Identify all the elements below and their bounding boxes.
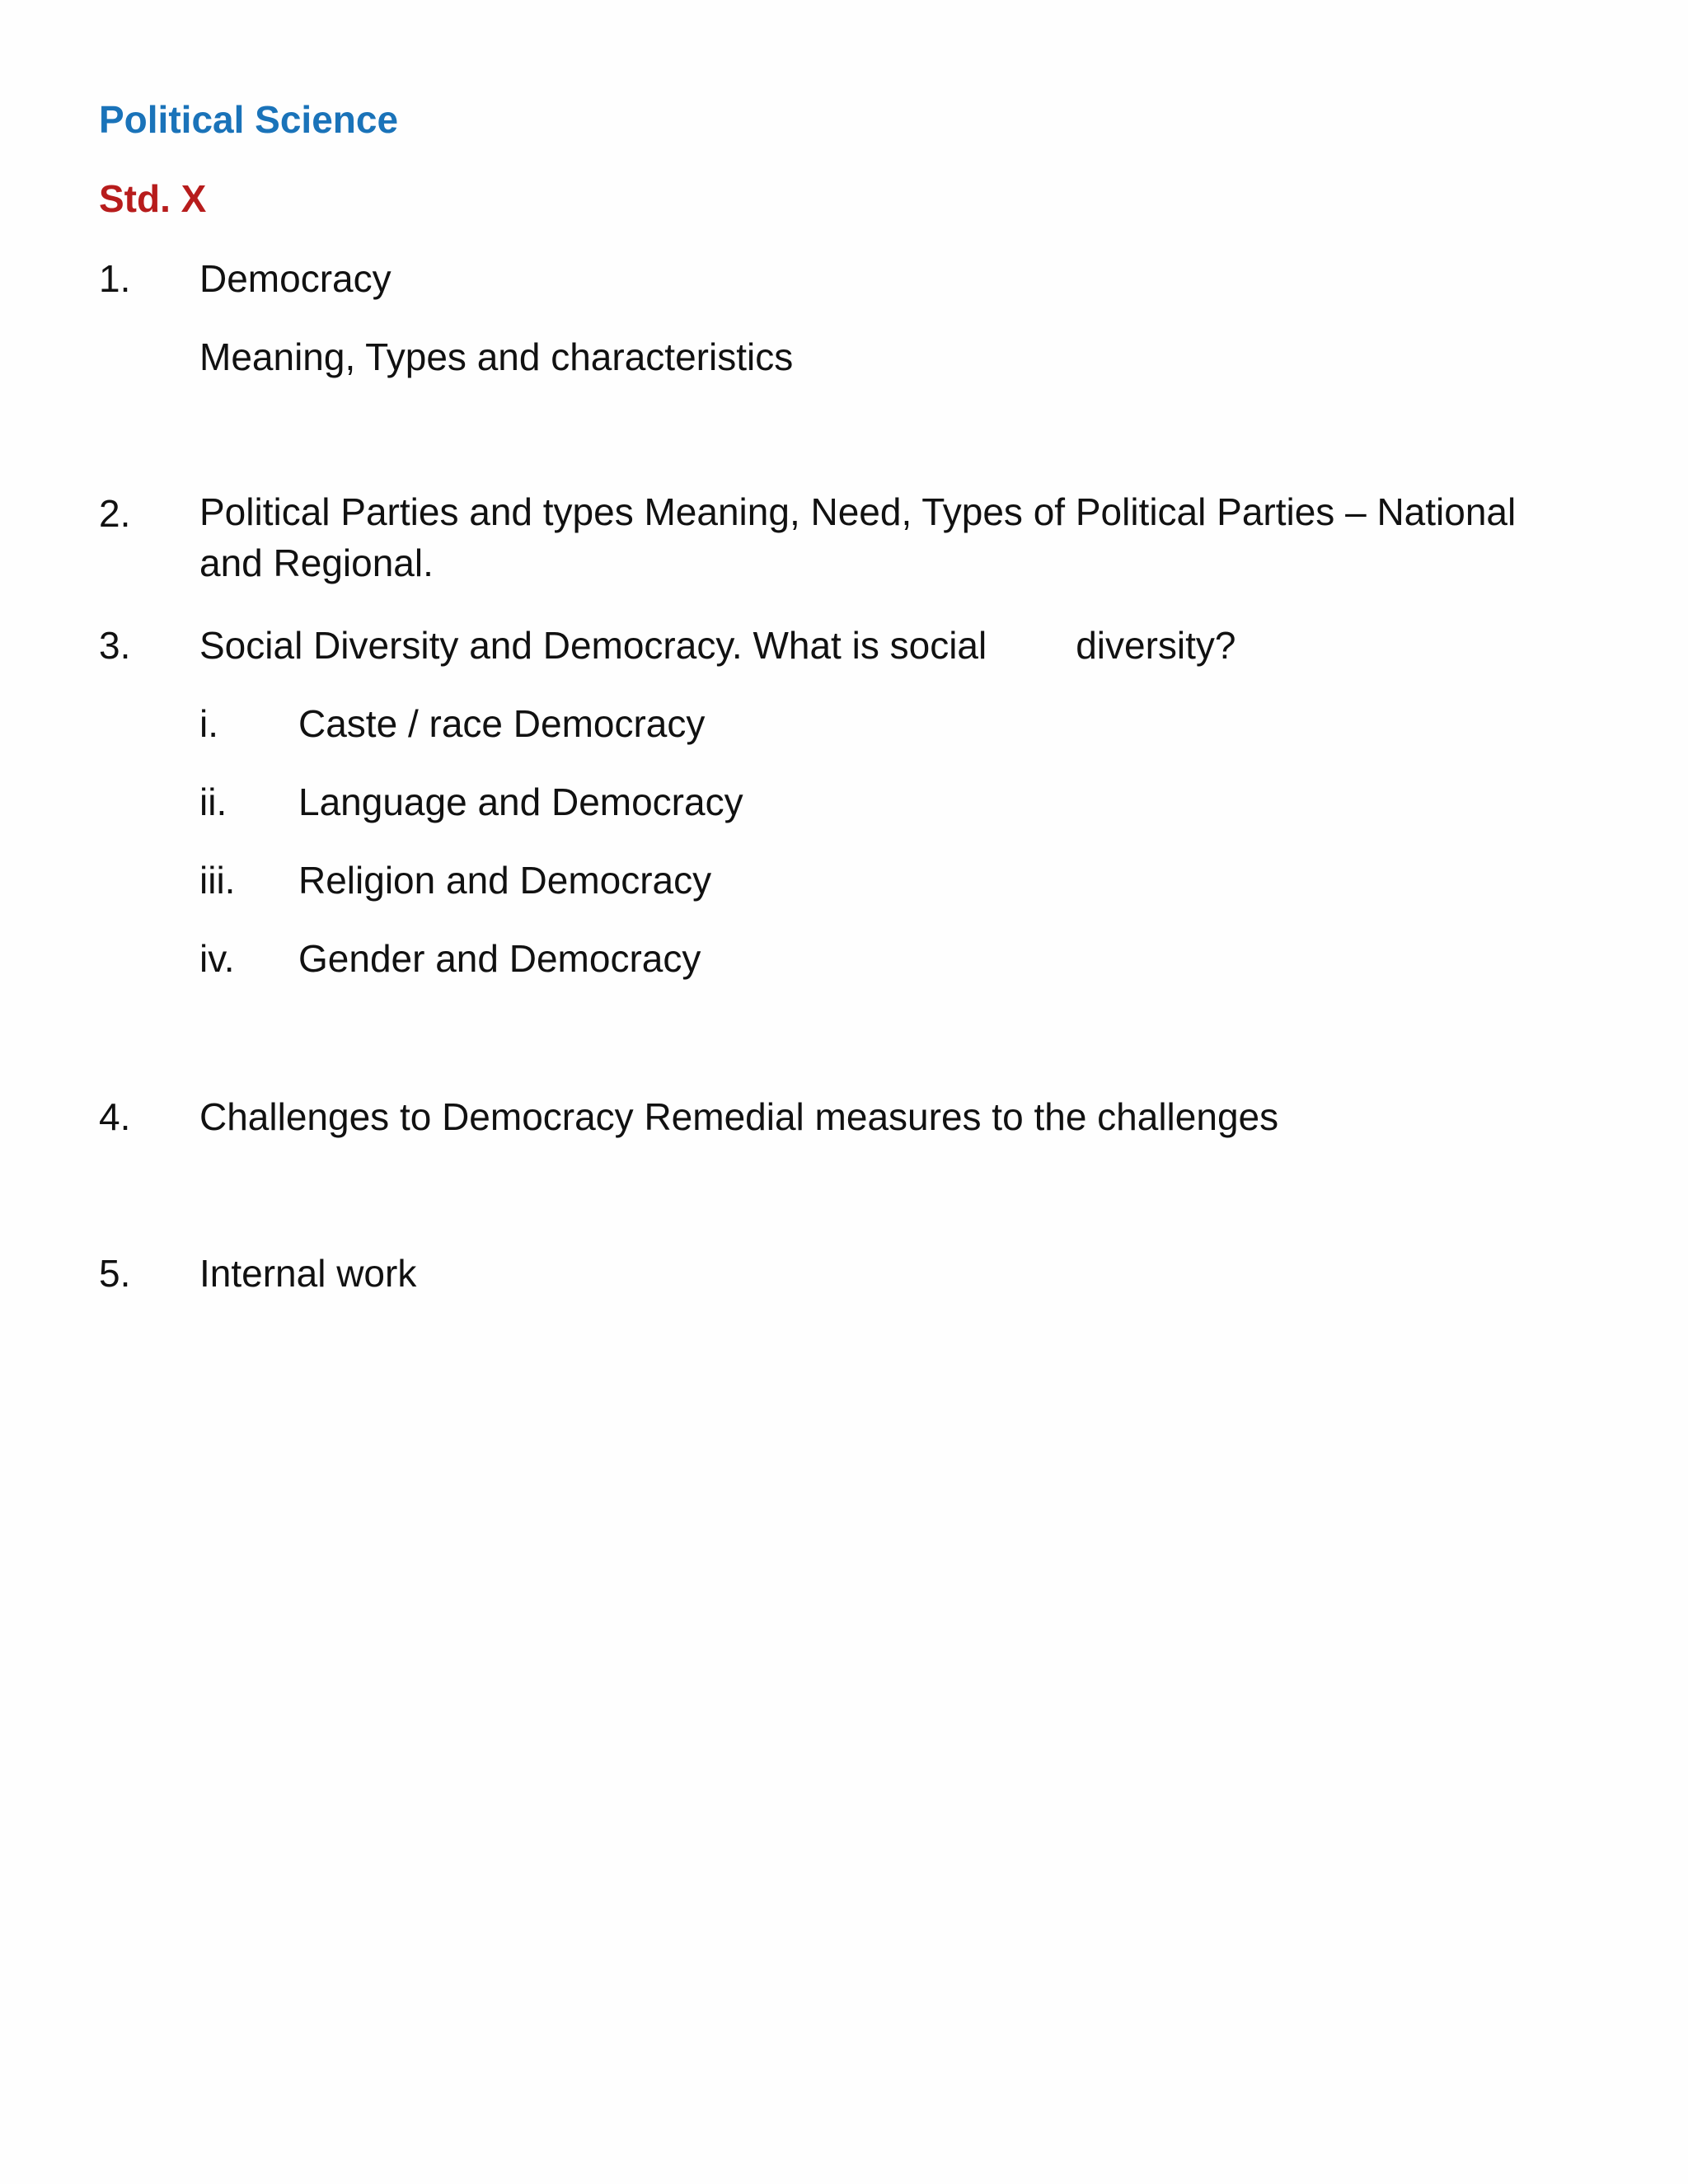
item-title	[199, 624, 1236, 667]
item-title-part1: Social Diversity and Democracy. What is social	[199, 624, 987, 667]
subitem-number: iii.	[199, 859, 236, 902]
subitem-text: Caste / race Democracy	[298, 702, 706, 745]
item-detail: Meaning, Types and characteristics	[199, 335, 794, 378]
subitem-number: ii.	[199, 780, 227, 823]
item-number: 1.	[99, 257, 131, 300]
item-number: 2.	[99, 492, 131, 535]
item-title: Democracy	[199, 257, 392, 300]
subitem-text: Religion and Democracy	[298, 859, 712, 902]
grade-title: Std. X	[99, 177, 207, 220]
subitem-number: iv.	[199, 937, 235, 980]
item-title: Challenges to Democracy Remedial measures to the challenges	[199, 1095, 1279, 1138]
item-number: 5.	[99, 1252, 131, 1295]
item-number: 3.	[99, 624, 131, 667]
subject-title: Political Science	[99, 98, 399, 141]
item-title: Political Parties and types Meaning, Need, Types of Political Parties – National and Regional.	[199, 490, 1517, 584]
subitem-text: Language and Democracy	[298, 780, 743, 823]
item-number: 4.	[99, 1095, 131, 1138]
subitem-number: i.	[199, 702, 218, 745]
subitem-text: Gender and Democracy	[298, 937, 701, 980]
item-title-part2: diversity?	[1076, 624, 1236, 667]
item-title: Internal work	[199, 1252, 417, 1295]
